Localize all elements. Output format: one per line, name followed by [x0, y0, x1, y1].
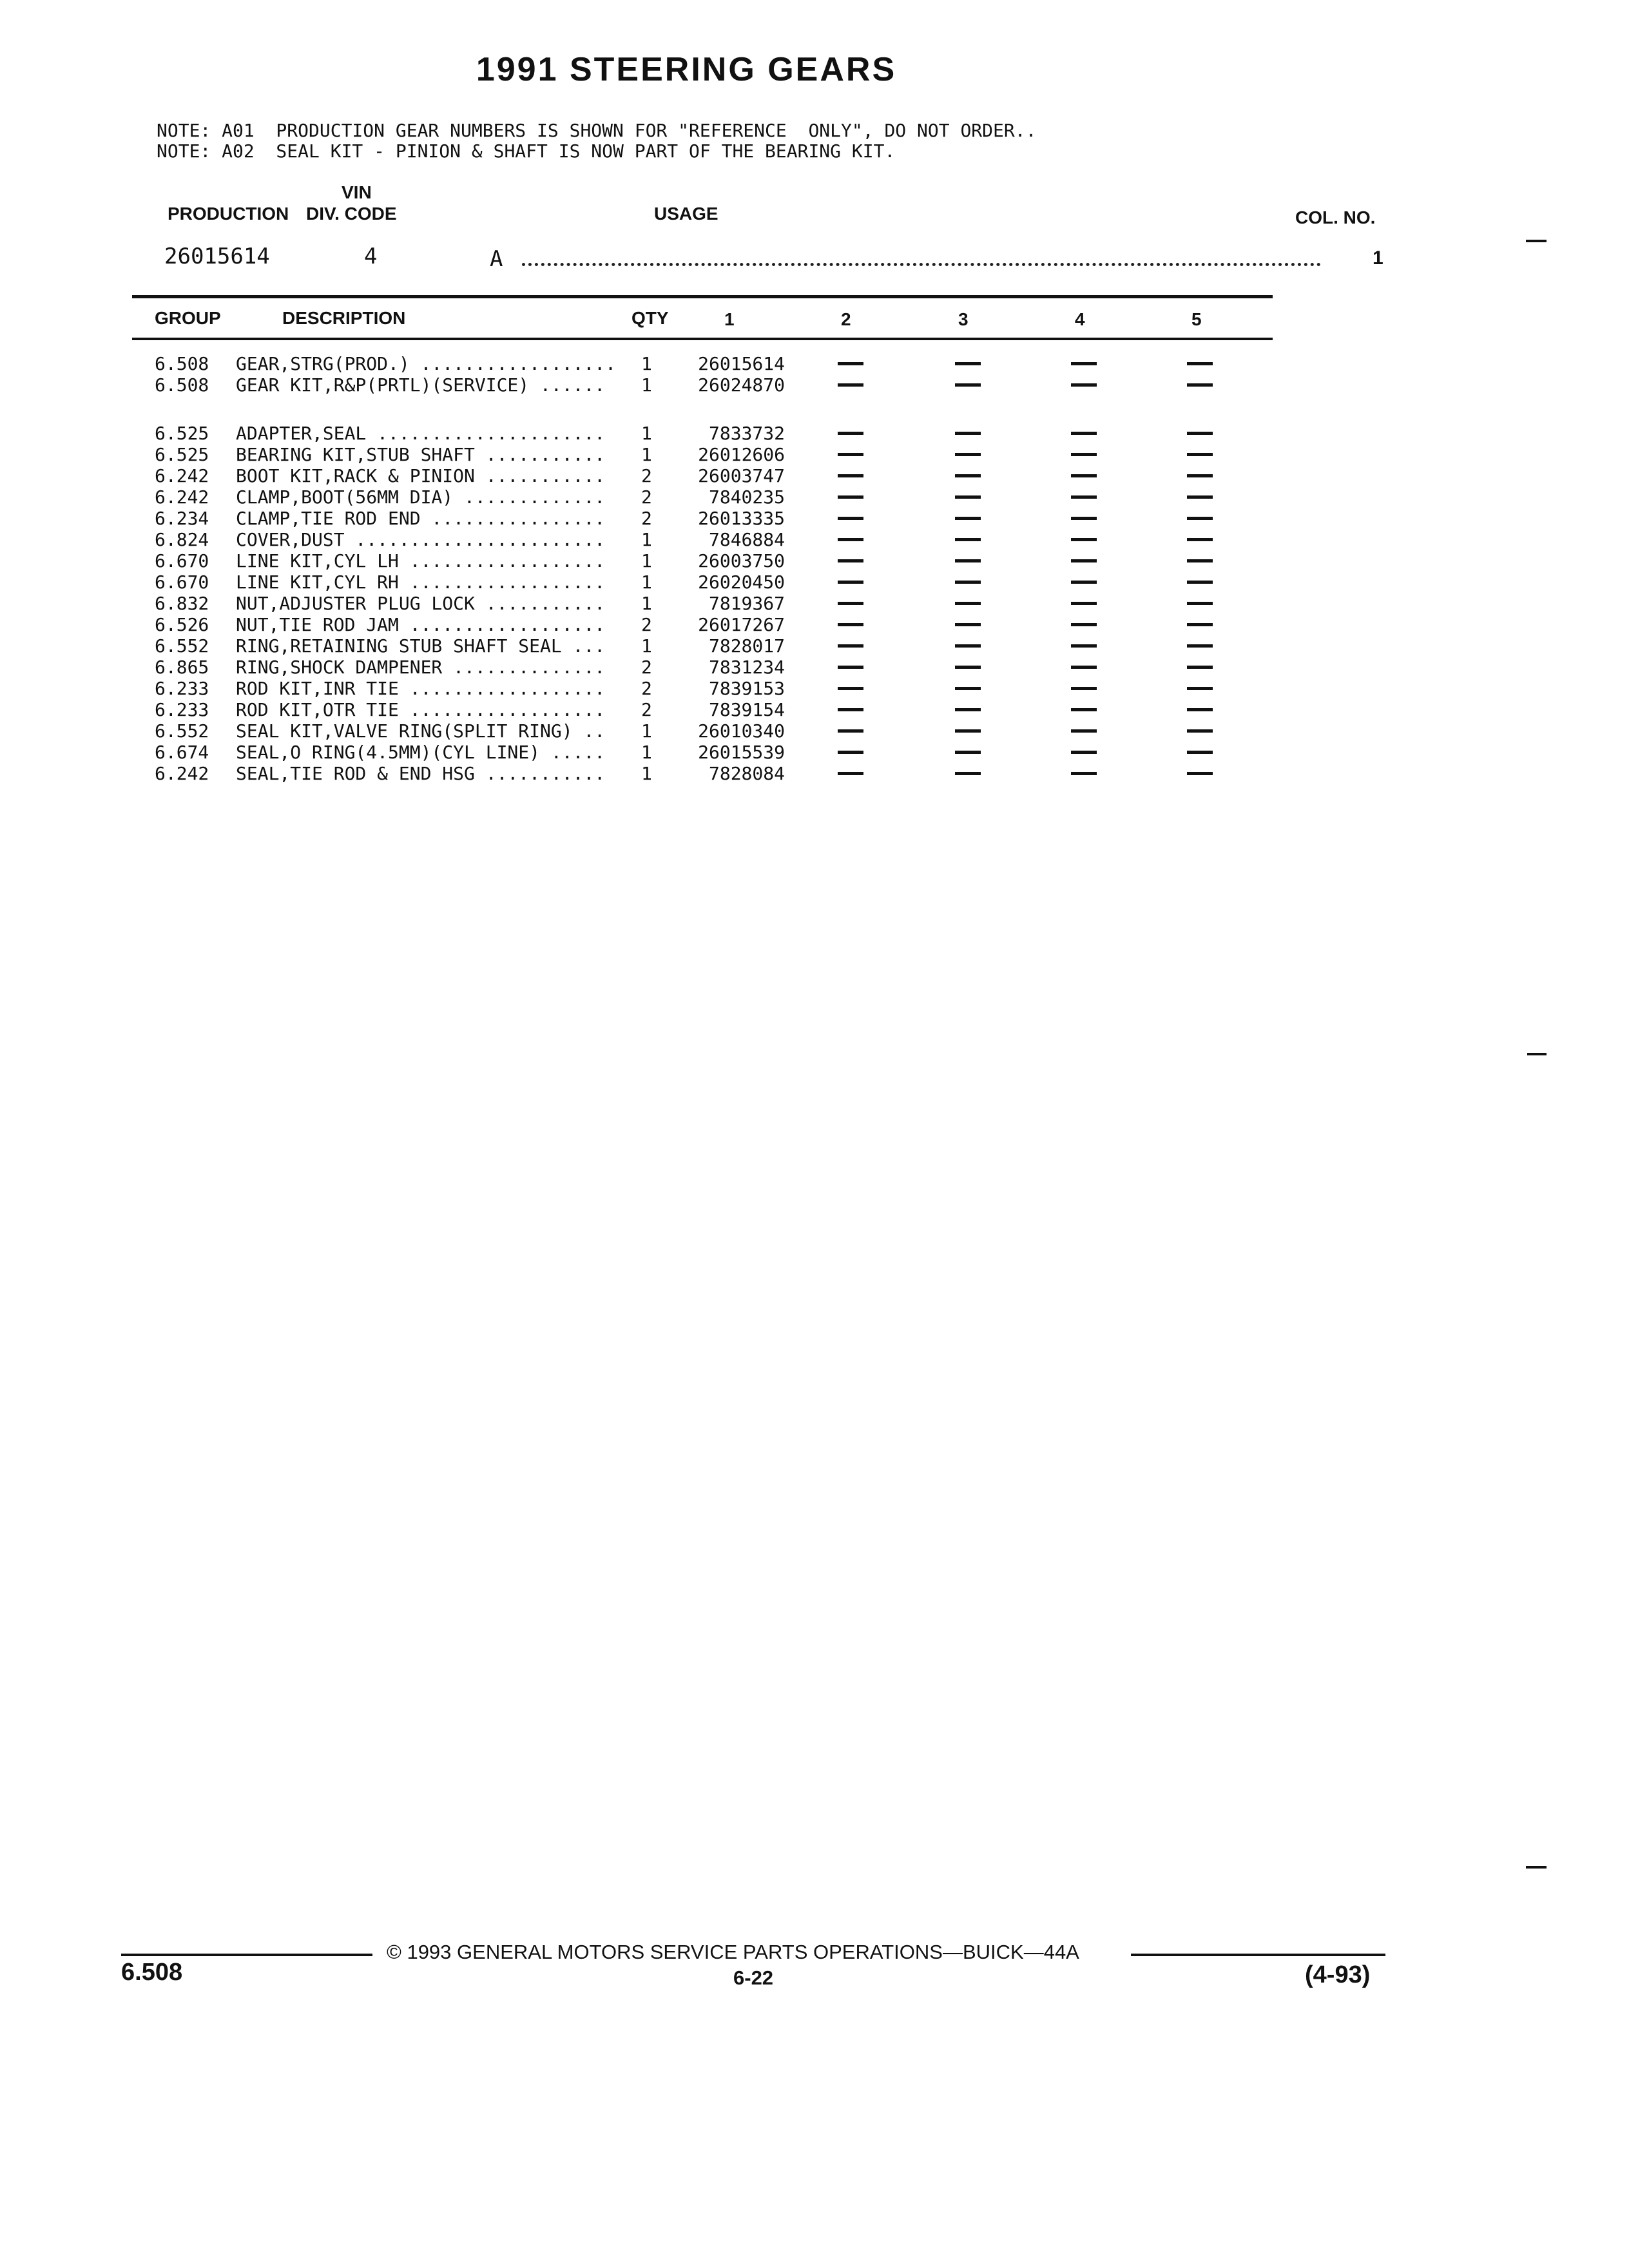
row-group: 6.234 — [155, 508, 209, 529]
empty-column-dash-5 — [1187, 495, 1213, 499]
row-group: 6.242 — [155, 763, 209, 784]
footer-group: 6.508 — [121, 1959, 183, 1986]
empty-column-dash-2 — [838, 729, 863, 733]
row-qty: 1 — [641, 444, 652, 465]
row-part-number: 7839154 — [708, 699, 785, 720]
row-description: RING,RETAINING STUB SHAFT SEAL ... — [236, 635, 606, 657]
table-row — [0, 593, 1629, 614]
row-description: ROD KIT,INR TIE .................. — [236, 678, 606, 699]
page-title: 1991 STEERING GEARS — [476, 51, 897, 88]
empty-column-dash-5 — [1187, 453, 1213, 456]
production-number: 26015614 — [164, 244, 270, 269]
row-qty: 1 — [641, 742, 652, 763]
empty-column-dash-3 — [955, 751, 981, 754]
empty-column-dash-5 — [1187, 517, 1213, 520]
empty-column-dash-2 — [838, 751, 863, 754]
row-description: ADAPTER,SEAL ..................... — [236, 423, 606, 444]
row-qty: 1 — [641, 572, 652, 593]
margin-mark — [1527, 1053, 1547, 1055]
row-description: BEARING KIT,STUB SHAFT ........... — [236, 444, 606, 465]
row-group: 6.824 — [155, 529, 209, 550]
vin-label: VIN — [342, 182, 372, 202]
empty-column-dash-2 — [838, 772, 863, 775]
empty-column-dash-5 — [1187, 729, 1213, 733]
row-part-number: 7831234 — [708, 657, 785, 678]
empty-column-dash-3 — [955, 517, 981, 520]
row-group: 6.508 — [155, 353, 209, 374]
margin-mark — [1526, 1866, 1547, 1869]
footer-rule-left — [121, 1954, 372, 1956]
empty-column-dash-4 — [1071, 517, 1097, 520]
empty-column-dash-2 — [838, 517, 863, 520]
col-3-header: 3 — [958, 309, 969, 329]
row-qty: 2 — [641, 657, 652, 678]
description-header: DESCRIPTION — [282, 308, 406, 328]
usage-label: USAGE — [654, 204, 718, 224]
row-qty: 1 — [641, 635, 652, 657]
empty-column-dash-2 — [838, 495, 863, 499]
production-usage: A — [490, 246, 503, 272]
row-group: 6.670 — [155, 572, 209, 593]
footer-rule-right — [1131, 1954, 1385, 1956]
row-qty: 1 — [641, 720, 652, 742]
empty-column-dash-4 — [1071, 453, 1097, 456]
empty-column-dash-2 — [838, 602, 863, 605]
empty-column-dash-2 — [838, 708, 863, 711]
qty-header: QTY — [631, 308, 669, 328]
empty-column-dash-3 — [955, 474, 981, 477]
empty-column-dash-4 — [1071, 559, 1097, 562]
table-row — [0, 742, 1629, 763]
row-qty: 2 — [641, 465, 652, 486]
row-part-number: 7839153 — [708, 678, 785, 699]
row-part-number: 26013335 — [698, 508, 785, 529]
empty-column-dash-5 — [1187, 559, 1213, 562]
col-5-header: 5 — [1191, 309, 1202, 329]
empty-column-dash-5 — [1187, 432, 1213, 435]
row-part-number: 26024870 — [698, 374, 785, 396]
row-description: CLAMP,TIE ROD END ................ — [236, 508, 606, 529]
production-label: PRODUCTION — [168, 204, 289, 224]
col-4-header: 4 — [1075, 309, 1085, 329]
empty-column-dash-4 — [1071, 383, 1097, 387]
table-row — [0, 614, 1629, 635]
table-row — [0, 486, 1629, 508]
row-group: 6.865 — [155, 657, 209, 678]
row-group: 6.552 — [155, 635, 209, 657]
row-part-number: 7828084 — [708, 763, 785, 784]
empty-column-dash-3 — [955, 559, 981, 562]
empty-column-dash-4 — [1071, 772, 1097, 775]
row-part-number: 26020450 — [698, 572, 785, 593]
empty-column-dash-3 — [955, 383, 981, 387]
empty-column-dash-3 — [955, 623, 981, 626]
empty-column-dash-3 — [955, 432, 981, 435]
empty-column-dash-2 — [838, 687, 863, 690]
row-description: SEAL,O RING(4.5MM)(CYL LINE) ..... — [236, 742, 606, 763]
row-description: CLAMP,BOOT(56MM DIA) ............. — [236, 486, 606, 508]
row-description: LINE KIT,CYL LH .................. — [236, 550, 606, 572]
row-qty: 1 — [641, 529, 652, 550]
row-qty: 1 — [641, 423, 652, 444]
row-group: 6.525 — [155, 444, 209, 465]
empty-column-dash-4 — [1071, 666, 1097, 669]
empty-column-dash-2 — [838, 623, 863, 626]
empty-column-dash-3 — [955, 495, 981, 499]
row-qty: 2 — [641, 678, 652, 699]
row-part-number: 7846884 — [708, 529, 785, 550]
empty-column-dash-4 — [1071, 729, 1097, 733]
table-row — [0, 678, 1629, 699]
table-row — [0, 699, 1629, 720]
note-a01: NOTE: A01 PRODUCTION GEAR NUMBERS IS SHOWN FOR "REFERENCE ONLY", DO NOT ORDER.. — [157, 120, 1037, 141]
empty-column-dash-3 — [955, 687, 981, 690]
empty-column-dash-5 — [1187, 623, 1213, 626]
empty-column-dash-5 — [1187, 362, 1213, 365]
empty-column-dash-2 — [838, 383, 863, 387]
empty-column-dash-5 — [1187, 772, 1213, 775]
row-part-number: 7819367 — [708, 593, 785, 614]
row-qty: 2 — [641, 614, 652, 635]
row-part-number: 26015539 — [698, 742, 785, 763]
empty-column-dash-4 — [1071, 581, 1097, 584]
table-row — [0, 423, 1629, 444]
table-row — [0, 635, 1629, 657]
table-top-rule — [132, 295, 1273, 298]
table-row — [0, 550, 1629, 572]
group-header: GROUP — [155, 308, 221, 328]
usage-leader-dots — [522, 263, 1321, 266]
empty-column-dash-3 — [955, 602, 981, 605]
empty-column-dash-3 — [955, 729, 981, 733]
empty-column-dash-4 — [1071, 432, 1097, 435]
empty-column-dash-5 — [1187, 383, 1213, 387]
table-row — [0, 657, 1629, 678]
row-part-number: 26010340 — [698, 720, 785, 742]
empty-column-dash-5 — [1187, 602, 1213, 605]
div-code-label: DIV. CODE — [306, 204, 397, 224]
empty-column-dash-2 — [838, 474, 863, 477]
row-description: BOOT KIT,RACK & PINION ........... — [236, 465, 606, 486]
row-description: RING,SHOCK DAMPENER .............. — [236, 657, 606, 678]
row-group: 6.526 — [155, 614, 209, 635]
col-1-header: 1 — [724, 309, 735, 329]
empty-column-dash-3 — [955, 538, 981, 541]
row-group: 6.832 — [155, 593, 209, 614]
empty-column-dash-4 — [1071, 708, 1097, 711]
row-group: 6.525 — [155, 423, 209, 444]
table-row — [0, 465, 1629, 486]
empty-column-dash-5 — [1187, 666, 1213, 669]
note-a02: NOTE: A02 SEAL KIT - PINION & SHAFT IS NOW PART OF THE BEARING KIT. — [157, 140, 896, 162]
table-row — [0, 572, 1629, 593]
row-qty: 1 — [641, 353, 652, 374]
empty-column-dash-4 — [1071, 495, 1097, 499]
table-row — [0, 353, 1629, 374]
row-group: 6.233 — [155, 678, 209, 699]
empty-column-dash-4 — [1071, 538, 1097, 541]
row-qty: 2 — [641, 486, 652, 508]
row-group: 6.242 — [155, 486, 209, 508]
row-qty: 2 — [641, 508, 652, 529]
empty-column-dash-3 — [955, 772, 981, 775]
row-group: 6.508 — [155, 374, 209, 396]
empty-column-dash-4 — [1071, 687, 1097, 690]
empty-column-dash-4 — [1071, 644, 1097, 648]
empty-column-dash-2 — [838, 581, 863, 584]
row-description: SEAL KIT,VALVE RING(SPLIT RING) .. — [236, 720, 606, 742]
row-part-number: 7828017 — [708, 635, 785, 657]
col-2-header: 2 — [841, 309, 851, 329]
footer-page-number: 6-22 — [733, 1966, 774, 1989]
table-header-rule — [132, 338, 1273, 340]
empty-column-dash-3 — [955, 581, 981, 584]
empty-column-dash-4 — [1071, 602, 1097, 605]
row-part-number: 7833732 — [708, 423, 785, 444]
production-col: 1 — [1373, 247, 1383, 269]
table-row — [0, 529, 1629, 550]
table-row — [0, 720, 1629, 742]
empty-column-dash-3 — [955, 666, 981, 669]
row-description: NUT,ADJUSTER PLUG LOCK ........... — [236, 593, 606, 614]
row-group: 6.242 — [155, 465, 209, 486]
row-part-number: 26017267 — [698, 614, 785, 635]
row-description: GEAR,STRG(PROD.) .................. — [236, 353, 617, 374]
empty-column-dash-5 — [1187, 644, 1213, 648]
empty-column-dash-2 — [838, 644, 863, 648]
empty-column-dash-5 — [1187, 687, 1213, 690]
empty-column-dash-2 — [838, 538, 863, 541]
row-qty: 1 — [641, 374, 652, 396]
row-part-number: 26015614 — [698, 353, 785, 374]
row-description: GEAR KIT,R&P(PRTL)(SERVICE) ...... — [236, 374, 606, 396]
row-description: COVER,DUST ....................... — [236, 529, 606, 550]
empty-column-dash-5 — [1187, 581, 1213, 584]
empty-column-dash-5 — [1187, 474, 1213, 477]
empty-column-dash-2 — [838, 432, 863, 435]
footer-date: (4-93) — [1305, 1961, 1371, 1988]
empty-column-dash-3 — [955, 453, 981, 456]
empty-column-dash-2 — [838, 559, 863, 562]
empty-column-dash-3 — [955, 362, 981, 365]
col-no-label: COL. NO. — [1295, 207, 1376, 227]
empty-column-dash-3 — [955, 708, 981, 711]
row-description: ROD KIT,OTR TIE .................. — [236, 699, 606, 720]
table-row — [0, 508, 1629, 529]
row-description: SEAL,TIE ROD & END HSG ........... — [236, 763, 606, 784]
table-row — [0, 374, 1629, 396]
row-group: 6.670 — [155, 550, 209, 572]
empty-column-dash-4 — [1071, 751, 1097, 754]
row-group: 6.674 — [155, 742, 209, 763]
empty-column-dash-2 — [838, 453, 863, 456]
empty-column-dash-5 — [1187, 751, 1213, 754]
empty-column-dash-4 — [1071, 474, 1097, 477]
row-description: NUT,TIE ROD JAM .................. — [236, 614, 606, 635]
table-row — [0, 444, 1629, 465]
row-qty: 1 — [641, 550, 652, 572]
empty-column-dash-5 — [1187, 708, 1213, 711]
empty-column-dash-3 — [955, 644, 981, 648]
row-qty: 1 — [641, 593, 652, 614]
table-row — [0, 763, 1629, 784]
row-description: LINE KIT,CYL RH .................. — [236, 572, 606, 593]
margin-mark — [1526, 240, 1547, 242]
empty-column-dash-4 — [1071, 623, 1097, 626]
row-part-number: 7840235 — [708, 486, 785, 508]
empty-column-dash-5 — [1187, 538, 1213, 541]
row-group: 6.552 — [155, 720, 209, 742]
row-qty: 1 — [641, 763, 652, 784]
row-group: 6.233 — [155, 699, 209, 720]
production-div: 4 — [364, 244, 378, 269]
row-part-number: 26003750 — [698, 550, 785, 572]
row-qty: 2 — [641, 699, 652, 720]
empty-column-dash-2 — [838, 666, 863, 669]
empty-column-dash-2 — [838, 362, 863, 365]
row-part-number: 26012606 — [698, 444, 785, 465]
row-part-number: 26003747 — [698, 465, 785, 486]
footer-copyright: © 1993 GENERAL MOTORS SERVICE PARTS OPERATIONS—BUICK—44A — [387, 1941, 1079, 1963]
empty-column-dash-4 — [1071, 362, 1097, 365]
